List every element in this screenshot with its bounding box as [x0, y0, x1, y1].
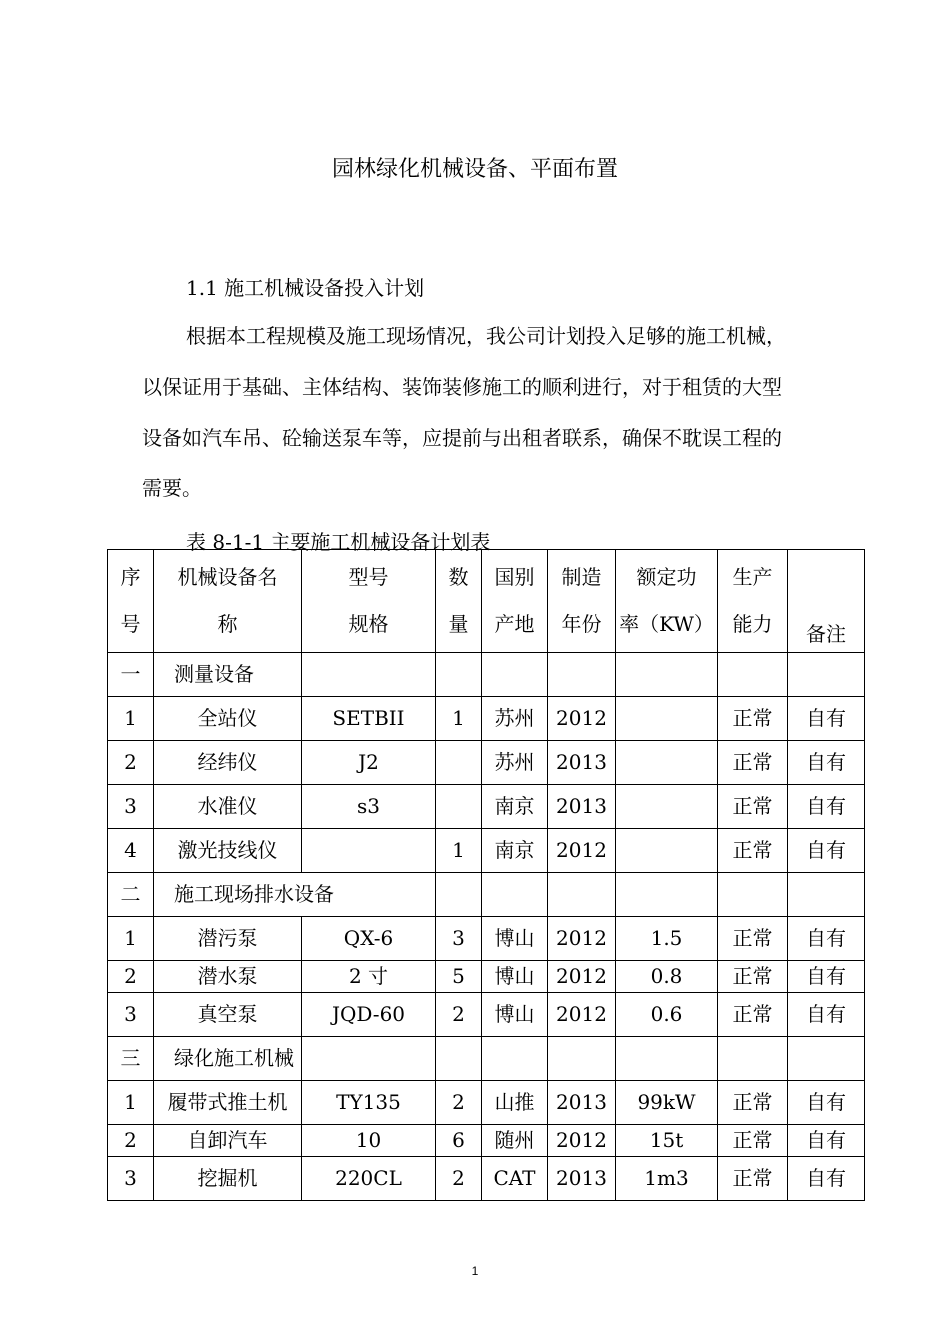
table-cell: 随州 — [482, 1125, 548, 1157]
table-cell: 1 — [436, 697, 482, 741]
table-cell — [718, 873, 788, 917]
table-cell — [718, 1037, 788, 1081]
table-cell: 3 — [436, 917, 482, 961]
table-cell: 正常 — [718, 697, 788, 741]
table-row — [108, 829, 865, 873]
table-cell: 自有 — [788, 961, 865, 993]
header-cell — [436, 550, 482, 653]
table-cell: 6 — [436, 1125, 482, 1157]
section-heading: 1.1 施工机械设备投入计划 — [186, 276, 425, 300]
header-line: 量 — [448, 612, 469, 636]
table-cell: 2012 — [548, 993, 616, 1037]
table-group-row — [108, 653, 865, 697]
table-row — [108, 961, 865, 993]
table-cell: 2012 — [548, 1125, 616, 1157]
table-cell — [788, 1037, 865, 1081]
table-cell: 2012 — [548, 829, 616, 873]
table-cell: 2 — [108, 1125, 154, 1157]
table-cell: 南京 — [482, 829, 548, 873]
header-line: 年份 — [561, 612, 602, 636]
table-cell: 履带式推土机 — [154, 1081, 302, 1125]
table-cell: 自卸汽车 — [154, 1125, 302, 1157]
table-row — [108, 1125, 865, 1157]
table-cell — [718, 653, 788, 697]
paragraph-line: 需要。 — [142, 476, 202, 500]
table-cell — [482, 653, 548, 697]
table-cell — [548, 873, 616, 917]
table-cell: 1 — [108, 917, 154, 961]
header-cell — [302, 550, 436, 653]
table-cell — [616, 785, 718, 829]
table-cell: 自有 — [788, 1081, 865, 1125]
table-cell: 4 — [108, 829, 154, 873]
table-cell: 1 — [436, 829, 482, 873]
document-title: 园林绿化机械设备、平面布置 — [331, 157, 618, 182]
table-cell: 潜水泵 — [154, 961, 302, 993]
table-cell — [436, 785, 482, 829]
table-cell: 2 寸 — [302, 961, 436, 993]
table-cell: 挖掘机 — [154, 1157, 302, 1201]
table-row — [108, 697, 865, 741]
table-cell — [616, 653, 718, 697]
table-cell: 3 — [108, 785, 154, 829]
table-cell: 正常 — [718, 829, 788, 873]
table-cell: 正常 — [718, 741, 788, 785]
header-line: 号 — [120, 612, 141, 636]
table-cell: 99kW — [616, 1081, 718, 1125]
table-cell: 自有 — [788, 993, 865, 1037]
table-cell: 正常 — [718, 993, 788, 1037]
header-line: 型号 — [348, 565, 389, 589]
table-cell: 1.5 — [616, 917, 718, 961]
table-cell — [616, 829, 718, 873]
table-cell: 3 — [108, 1157, 154, 1201]
paragraph-line: 根据本工程规模及施工现场情况，我公司计划投入足够的施工机械， — [186, 324, 786, 348]
header-line: 备注 — [806, 622, 846, 646]
header-line: 规格 — [348, 612, 389, 636]
table-cell: 全站仪 — [154, 697, 302, 741]
table-cell — [616, 1037, 718, 1081]
equipment-plan-table — [107, 549, 865, 1201]
table-cell: QX-6 — [302, 917, 436, 961]
table-cell: 正常 — [718, 1081, 788, 1125]
header-line: 能力 — [732, 612, 773, 636]
header-line: 序 — [120, 565, 141, 589]
table-cell: 2 — [108, 741, 154, 785]
header-cell — [788, 550, 865, 653]
table-cell: 1 — [108, 1081, 154, 1125]
table-cell: 自有 — [788, 741, 865, 785]
table-cell: 2 — [436, 1081, 482, 1125]
table-cell — [788, 873, 865, 917]
table-cell: 15t — [616, 1125, 718, 1157]
table-cell: 激光技线仪 — [154, 829, 302, 873]
table-cell: 2013 — [548, 1081, 616, 1125]
table-cell: CAT — [482, 1157, 548, 1201]
paragraph-line: 设备如汽车吊、砼输送泵车等，应提前与出租者联系，确保不耽误工程的 — [142, 426, 782, 450]
table-cell — [616, 873, 718, 917]
table-cell: 1 — [108, 697, 154, 741]
table-cell: 水准仪 — [154, 785, 302, 829]
table-cell: 自有 — [788, 697, 865, 741]
group-label: 施工现场排水设备 — [154, 873, 436, 917]
table-cell: 经纬仪 — [154, 741, 302, 785]
table-cell — [482, 873, 548, 917]
table-row — [108, 993, 865, 1037]
table-cell: 自有 — [788, 1157, 865, 1201]
table-cell: 0.6 — [616, 993, 718, 1037]
table-cell — [616, 741, 718, 785]
header-cell — [548, 550, 616, 653]
table-cell — [788, 653, 865, 697]
table-cell: 0.8 — [616, 961, 718, 993]
group-number: 二 — [108, 873, 154, 917]
table-cell: 2012 — [548, 697, 616, 741]
table-header-row — [108, 550, 865, 653]
table-cell: J2 — [302, 741, 436, 785]
header-line: 机械设备名 — [177, 565, 278, 589]
table-cell — [616, 697, 718, 741]
table-row — [108, 785, 865, 829]
table-cell: JQD-60 — [302, 993, 436, 1037]
table-cell: 博山 — [482, 993, 548, 1037]
header-line: 称 — [217, 612, 238, 636]
paragraph-line: 以保证用于基础、主体结构、装饰装修施工的顺利进行，对于租赁的大型 — [142, 375, 782, 399]
table-cell: s3 — [302, 785, 436, 829]
header-cell — [154, 550, 302, 653]
header-line: 产地 — [494, 612, 535, 636]
table-group-row — [108, 1037, 865, 1081]
table-row — [108, 741, 865, 785]
table-row — [108, 917, 865, 961]
table-cell: 10 — [302, 1125, 436, 1157]
table-cell: 正常 — [718, 1157, 788, 1201]
table-cell — [436, 653, 482, 697]
group-label: 测量设备 — [154, 653, 302, 697]
table-cell: 5 — [436, 961, 482, 993]
table-cell — [302, 653, 436, 697]
table-cell: 2013 — [548, 785, 616, 829]
table-cell: 正常 — [718, 785, 788, 829]
table-cell — [436, 741, 482, 785]
table-cell: 220CL — [302, 1157, 436, 1201]
header-line: 生产 — [732, 565, 773, 589]
group-label: 绿化施工机械 — [154, 1037, 302, 1081]
table-cell: 2012 — [548, 961, 616, 993]
table-cell — [548, 653, 616, 697]
table-row — [108, 1157, 865, 1201]
table-cell: 自有 — [788, 917, 865, 961]
table-cell: 苏州 — [482, 697, 548, 741]
table-cell: 苏州 — [482, 741, 548, 785]
header-line: 率（KW） — [619, 612, 714, 636]
header-line: 额定功 — [636, 565, 697, 589]
table-cell: 自有 — [788, 785, 865, 829]
table-cell: 2013 — [548, 741, 616, 785]
header-line: 数 — [448, 565, 469, 589]
table-row — [108, 1081, 865, 1125]
page-number: 1 — [471, 1264, 479, 1278]
table-cell: 2 — [436, 993, 482, 1037]
table-cell: 正常 — [718, 1125, 788, 1157]
header-cell — [616, 550, 718, 653]
table-cell: 真空泵 — [154, 993, 302, 1037]
table-cell — [436, 873, 482, 917]
table-cell: 自有 — [788, 1125, 865, 1157]
table-cell — [548, 1037, 616, 1081]
table-cell — [436, 1037, 482, 1081]
table-cell: 3 — [108, 993, 154, 1037]
table-cell: 南京 — [482, 785, 548, 829]
table-cell: 2 — [108, 961, 154, 993]
table-cell: 自有 — [788, 829, 865, 873]
header-cell — [108, 550, 154, 653]
header-cell — [718, 550, 788, 653]
table-cell: SETBII — [302, 697, 436, 741]
header-cell — [482, 550, 548, 653]
header-line: 国别 — [494, 565, 535, 589]
table-cell: 1m3 — [616, 1157, 718, 1201]
header-line: 制造 — [561, 565, 602, 589]
table-cell: TY135 — [302, 1081, 436, 1125]
table-cell: 2013 — [548, 1157, 616, 1201]
table-cell: 正常 — [718, 961, 788, 993]
table-cell: 博山 — [482, 961, 548, 993]
table-cell: 2 — [436, 1157, 482, 1201]
group-number: 三 — [108, 1037, 154, 1081]
table-group-row — [108, 873, 865, 917]
table-caption: 表 8-1-1 主要施工机械设备计划表 — [186, 530, 491, 554]
table-body — [108, 653, 865, 1201]
table-cell — [302, 829, 436, 873]
table-cell: 2012 — [548, 917, 616, 961]
table-cell: 山推 — [482, 1081, 548, 1125]
table-cell: 潜污泵 — [154, 917, 302, 961]
table-cell — [482, 1037, 548, 1081]
group-number: 一 — [108, 653, 154, 697]
table-cell: 博山 — [482, 917, 548, 961]
table-cell: 正常 — [718, 917, 788, 961]
table-cell — [302, 1037, 436, 1081]
